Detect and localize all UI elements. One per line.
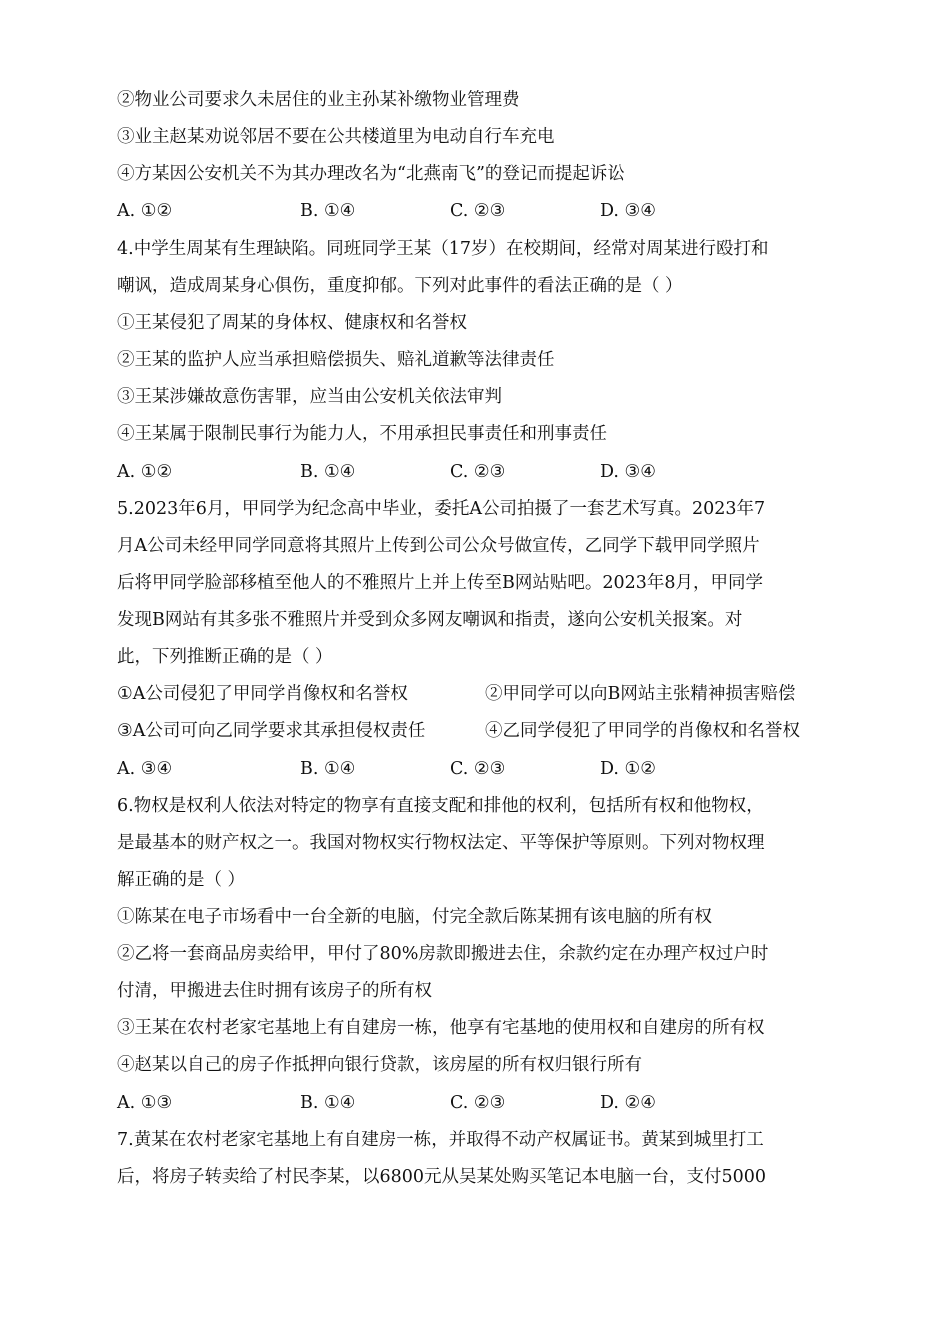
q6-option-d: D. ②④ — [600, 1093, 656, 1113]
q6-option-c: C. ②③ — [450, 1093, 506, 1113]
q6-item-2-continued: 付清，甲搬进去住时拥有该房子的所有权 — [117, 981, 432, 1001]
q6-option-a: A. ①③ — [117, 1093, 173, 1113]
q4-item-4: ④王某属于限制民事行为能力人，不用承担民事责任和刑事责任 — [117, 424, 607, 444]
q4-stem-line-1: 4.中学生周某有生理缺陷。同班同学王某（17岁）在校期间，经常对周某进行殴打和 — [117, 239, 769, 259]
q7-stem-line-2: 后，将房子转卖给了村民李某，以6800元从吴某处购买笔记本电脑一台，支付5000 — [117, 1167, 767, 1187]
q6-options — [117, 1091, 817, 1115]
q5-stem-line-4: 发现B网站有其多张不雅照片并受到众多网友嘲讽和指责，遂向公安机关报案。对 — [117, 610, 743, 630]
q4-options — [117, 460, 817, 484]
q4-option-d: D. ③④ — [600, 462, 656, 482]
q3-item-3: ③业主赵某劝说邻居不要在公共楼道里为电动自行车充电 — [117, 127, 555, 147]
q6-option-b: B. ①④ — [300, 1093, 356, 1113]
q5-option-a: A. ③④ — [117, 759, 173, 779]
q4-option-c: C. ②③ — [450, 462, 506, 482]
q3-item-4: ④方某因公安机关不为其办理改名为“北燕南飞”的登记而提起诉讼 — [117, 164, 625, 184]
q4-item-2: ②王某的监护人应当承担赔偿损失、赔礼道歉等法律责任 — [117, 350, 555, 370]
q3-options — [117, 199, 817, 223]
q3-option-c: C. ②③ — [450, 201, 506, 221]
q5-option-d: D. ①② — [600, 759, 656, 779]
q6-item-2: ②乙将一套商品房卖给甲，甲付了80%房款即搬进去住，余款约定在办理产权过户时 — [117, 944, 769, 964]
q5-option-c: C. ②③ — [450, 759, 506, 779]
q3-option-a: A. ①② — [117, 201, 173, 221]
q5-stem-line-5: 此，下列推断正确的是（ ） — [117, 647, 333, 667]
q6-item-3: ③王某在农村老家宅基地上有自建房一栋，他享有宅基地的使用权和自建房的所有权 — [117, 1018, 765, 1038]
q3-option-d: D. ③④ — [600, 201, 656, 221]
q6-item-4: ④赵某以自己的房子作抵押向银行贷款，该房屋的所有权归银行所有 — [117, 1055, 642, 1075]
q6-item-1: ①陈某在电子市场看中一台全新的电脑，付完全款后陈某拥有该电脑的所有权 — [117, 907, 712, 927]
q5-item-3: ③A公司可向乙同学要求其承担侵权责任 — [117, 721, 426, 741]
q5-stem-line-2: 月A公司未经甲同学同意将其照片上传到公司公众号做宣传，乙同学下载甲同学照片 — [117, 536, 760, 556]
q4-item-1: ①王某侵犯了周某的身体权、健康权和名誉权 — [117, 313, 467, 333]
q5-item-2: ②甲同学可以向B网站主张精神损害赔偿 — [485, 684, 796, 704]
q5-stem-line-1: 5.2023年6月，甲同学为纪念高中毕业，委托A公司拍摄了一套艺术写真。2023年7 — [117, 499, 766, 519]
q6-stem-line-3: 解正确的是（ ） — [117, 870, 246, 890]
q5-option-b: B. ①④ — [300, 759, 356, 779]
q4-option-a: A. ①② — [117, 462, 173, 482]
q3-option-b: B. ①④ — [300, 201, 356, 221]
q6-stem-line-1: 6.物权是权利人依法对特定的物享有直接支配和排他的权利，包括所有权和他物权， — [117, 796, 764, 816]
q6-stem-line-2: 是最基本的财产权之一。我国对物权实行物权法定、平等保护等原则。下列对物权理 — [117, 833, 765, 853]
q5-item-4: ④乙同学侵犯了甲同学的肖像权和名誉权 — [485, 721, 800, 741]
q3-item-2: ②物业公司要求久未居住的业主孙某补缴物业管理费 — [117, 90, 520, 110]
q5-options — [117, 757, 817, 781]
q5-item-1: ①A公司侵犯了甲同学肖像权和名誉权 — [117, 684, 408, 704]
q4-stem-line-2: 嘲讽，造成周某身心俱伤，重度抑郁。下列对此事件的看法正确的是（ ） — [117, 276, 683, 296]
q4-option-b: B. ①④ — [300, 462, 356, 482]
q4-item-3: ③王某涉嫌故意伤害罪，应当由公安机关依法审判 — [117, 387, 502, 407]
q7-stem-line-1: 7.黄某在农村老家宅基地上有自建房一栋，并取得不动产权属证书。黄某到城里打工 — [117, 1130, 764, 1150]
q5-stem-line-3: 后将甲同学脸部移植至他人的不雅照片上并上传至B网站贴吧。2023年8月，甲同学 — [117, 573, 764, 593]
